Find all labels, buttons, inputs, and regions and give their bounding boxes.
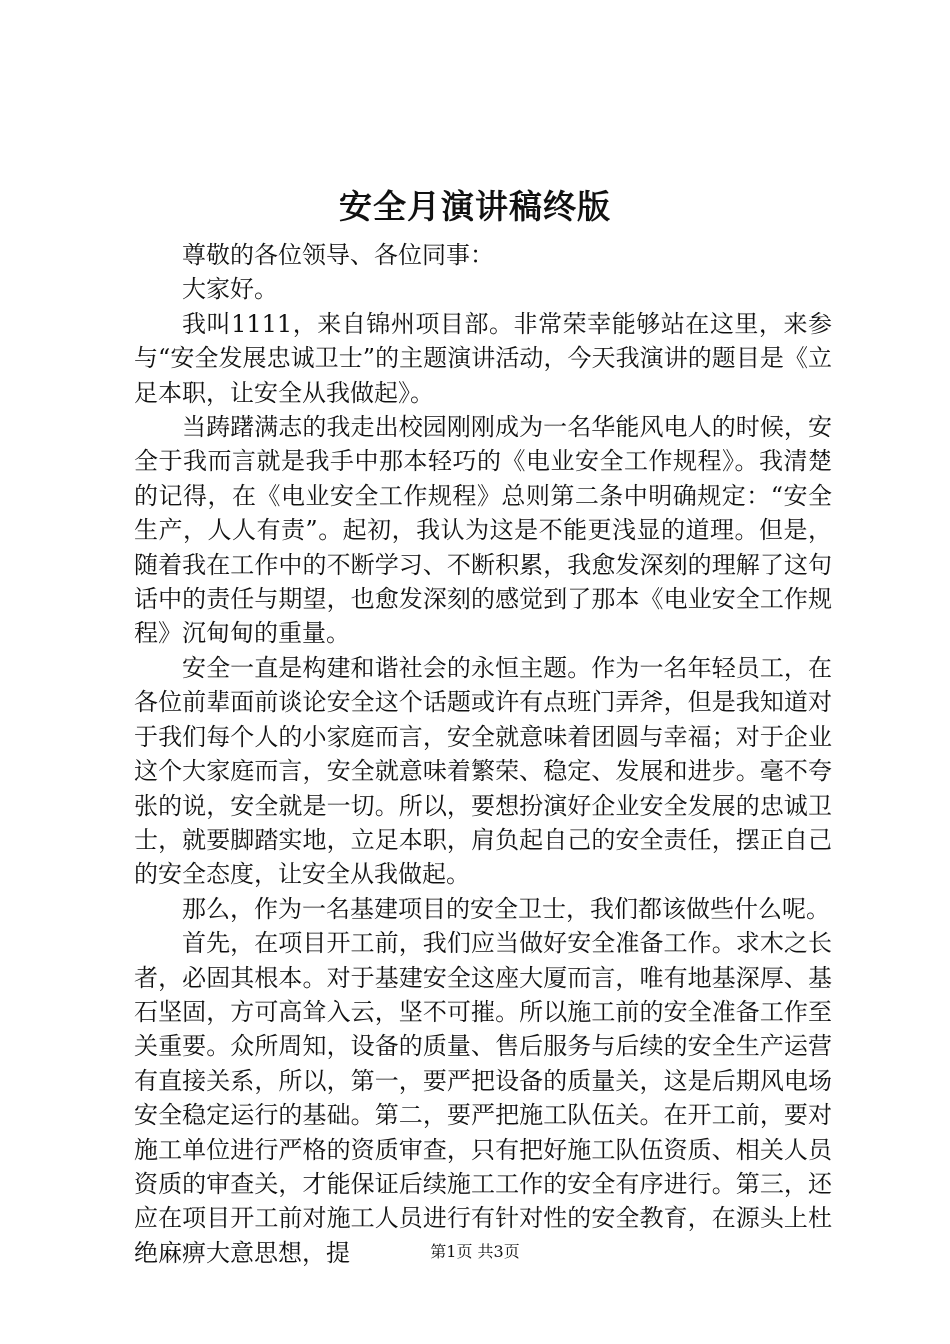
paragraph-greeting: 大家好。 [182,275,278,304]
paragraph-salutation: 尊敬的各位领导、各位同事： [182,241,494,269]
paragraph-introduction: 我叫1111，来自锦州项目部。非常荣幸能够站在这里，来参与“安全发展忠诚卫士”的主题演讲活动，今天我演讲的题目是《立足本职，让安全从我做起》。 [134,309,832,407]
paragraph-question: 那么，作为一名基建项目的安全卫士，我们都该做些什么呢。 [182,894,830,923]
page-footer: 第1页 共3页 [430,1242,520,1261]
paragraph-preparation: 首先，在项目开工前，我们应当做好安全准备工作。求木之长者，必固其根本。对于基建安全这座大厦而言，唯有地基深厚、基石坚固，方可高耸入云，坚不可摧。所以施工前的安全准备工作至关重要。众所周知，设备的质量、售后服务与后续的安全生产运营有直接关系，所以，第一，要严把设备的质量关，这是后期风电场安全稳定运行的基础。第二，要严把施工队伍关。在开工前，要对施工单位进行严格的资质审查，只有把好施工队伍资质、相关人员资质的审查关，才能保证后续施工工作的安全有序进行。第三，还应在项目开工前对施工人员进行有针对性的安全教育，在源头上杜绝麻痹大意思想，提 [134,929,832,1267]
document-title: 安全月演讲稿终版 [339,187,611,226]
paragraph-safety-theme: 安全一直是构建和谐社会的永恒主题。作为一名年轻员工，在各位前辈面前谈论安全这个话题或许有点班门弄斧，但是我知道对于我们每个人的小家庭而言，安全就意味着团圆与幸福；对于企业这个大家庭而言，安全就意味着繁荣、稳定、发展和进步。毫不夸张的说，安全就是一切。所以，要想扮演好企业安全发展的忠诚卫士，就要脚踏实地，立足本职，肩负起自己的安全责任，摆正自己的安全态度，让安全从我做起。 [134,653,832,889]
document-body [134,238,832,1270]
paragraph-safety-regulations: 当踌躇满志的我走出校园刚刚成为一名华能风电人的时候，安全于我而言就是我手中那本轻巧的《电业安全工作规程》。我清楚的记得，在《电业安全工作规程》总则第二条中明确规定：“安全生产，人人有责”。起初，我认为这是不能更浅显的道理。但是，随着我在工作中的不断学习、不断积累，我愈发深刻的理解了这句话中的责任与期望，也愈发深刻的感觉到了那本《电业安全工作规程》沉甸甸的重量。 [134,413,832,648]
